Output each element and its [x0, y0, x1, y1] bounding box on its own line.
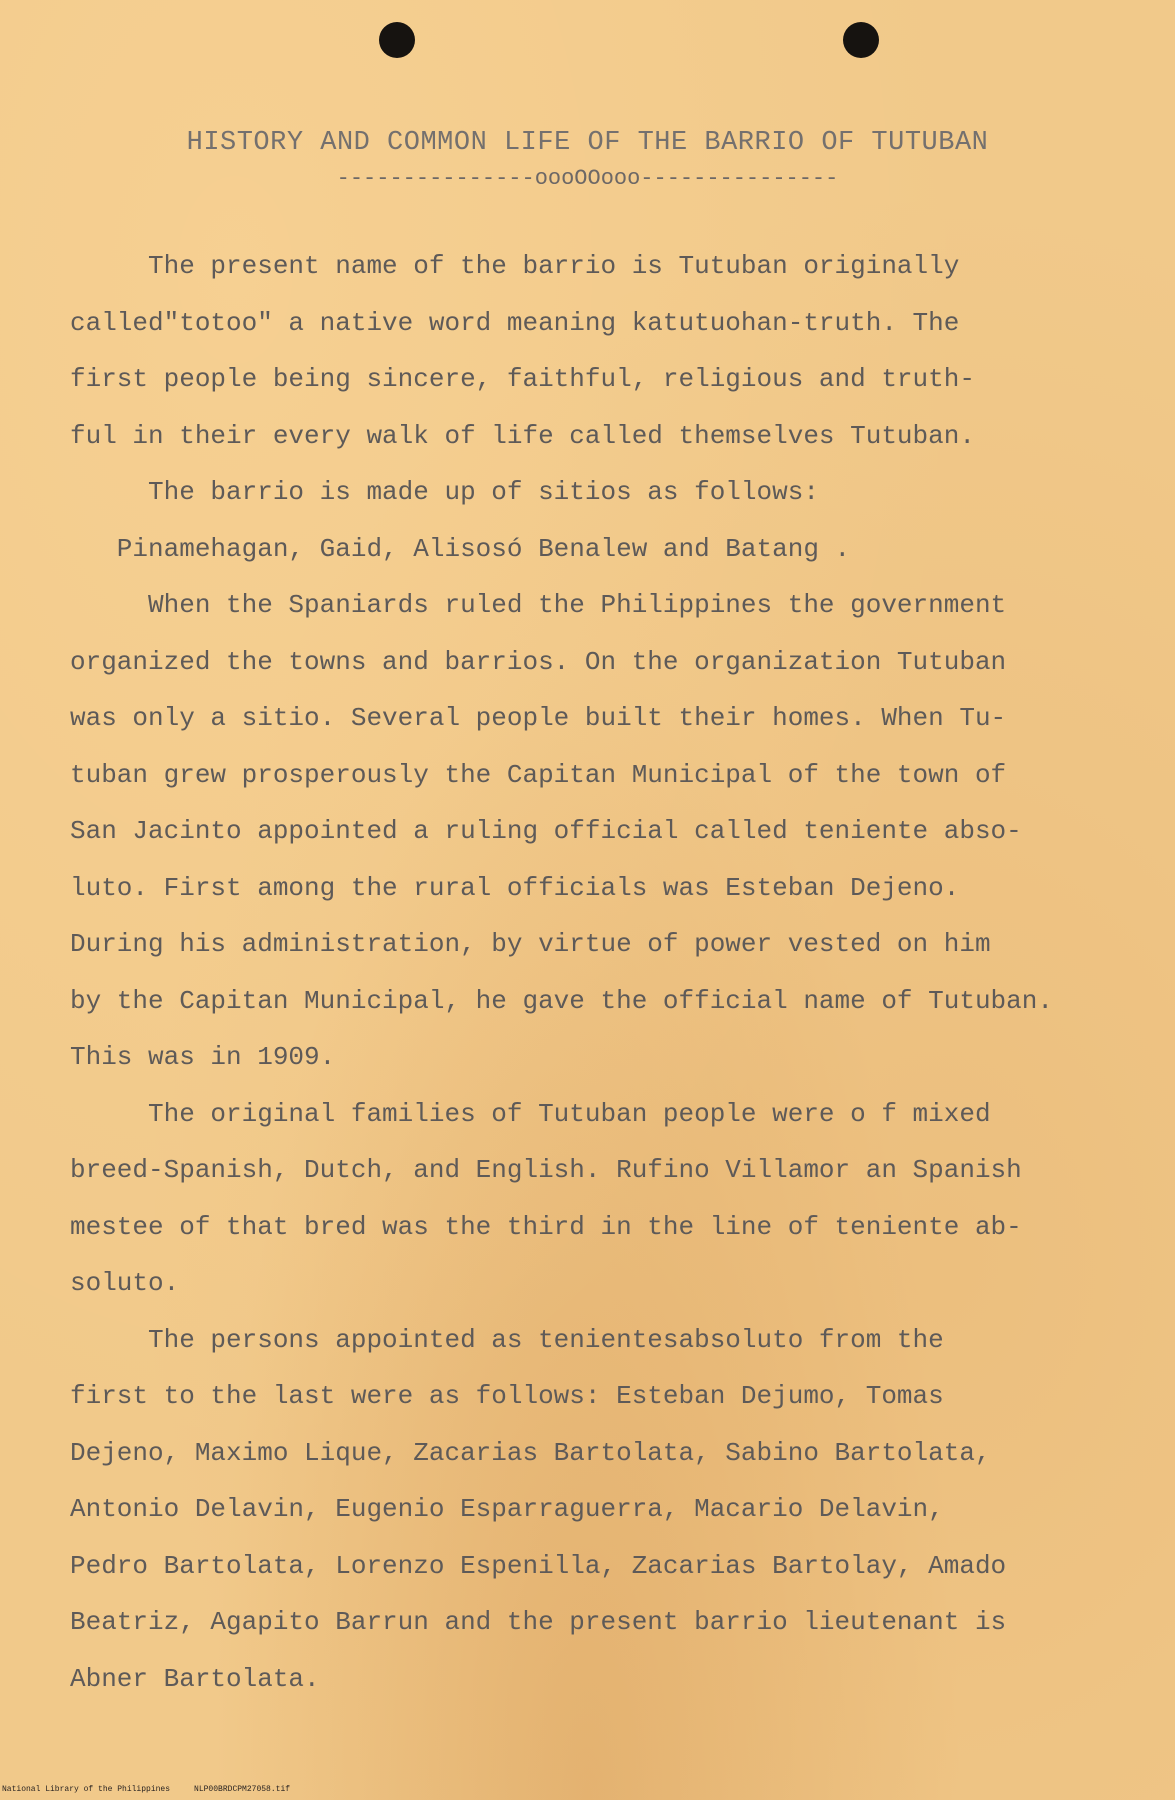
page-title: HISTORY AND COMMON LIFE OF THE BARRIO OF TUTUBAN — [186, 128, 989, 158]
text-line: breed-Spanish, Dutch, and English. Rufino Villamor an Spanish — [70, 1155, 1022, 1185]
text-line: mestee of that bred was the third in the line of teniente ab- — [70, 1211, 1022, 1242]
text-line: Antonio Delavin, Eugenio Esparraguerra, Macario Delavin, — [70, 1494, 944, 1524]
punch-hole-right — [843, 22, 879, 58]
text-line: first to the last were as follows: Esteban Dejumo, Tomas — [70, 1381, 944, 1411]
text-line: During his administration, by virtue of power vested on him — [70, 929, 991, 959]
punch-hole-left — [379, 22, 415, 58]
archive-footer: National Library of the Philippines NLP00BRDCPM27058.tif — [2, 1785, 291, 1794]
title-divider: ---------------oooOOooo--------------- — [336, 166, 839, 191]
text-line: first people being sincere, faithful, religious and truth- — [70, 364, 975, 394]
text-line: Pinamehagan, Gaid, Alisosó Benalew and Batang . — [70, 533, 851, 564]
text-line: organized the towns and barrios. On the organization Tutuban — [70, 646, 1007, 677]
text-line: by the Capitan Municipal, he gave the official name of Tutuban. — [70, 985, 1053, 1016]
text-line: tuban grew prosperously the Capitan Municipal of the town of — [70, 759, 1007, 790]
text-line: The barrio is made up of sitios as follows: — [70, 477, 819, 507]
text-line: Abner Bartolata. — [70, 1663, 320, 1694]
text-line: called"totoo" a native word meaning katutuohan-truth. The — [70, 307, 960, 338]
text-line: San Jacinto appointed a ruling official called teniente abso- — [70, 816, 1022, 846]
text-line: Pedro Bartolata, Lorenzo Espenilla, Zacarias Bartolay, Amado — [70, 1550, 1007, 1581]
text-line: The persons appointed as tenientesabsoluto from the — [70, 1324, 944, 1355]
text-line: ful in their every walk of life called themselves Tutuban. — [70, 420, 975, 451]
text-line: This was in 1909. — [70, 1042, 336, 1072]
text-line: The original families of Tutuban people were o f mixed — [70, 1098, 991, 1129]
text-line: When the Spaniards ruled the Philippines the government — [70, 590, 1007, 620]
text-line: Dejeno, Maximo Lique, Zacarias Bartolata, Sabino Bartolata, — [70, 1437, 991, 1468]
text-line: The present name of the barrio is Tutuban originally — [70, 251, 960, 281]
text-line: was only a sitio. Several people built their homes. When Tu- — [70, 703, 1007, 733]
document-body — [70, 238, 1120, 1707]
text-line: soluto. — [70, 1268, 180, 1298]
text-line: Beatriz, Agapito Barrun and the present barrio lieutenant is — [70, 1607, 1007, 1637]
text-line: luto. First among the rural officials was Esteban Dejeno. — [70, 872, 960, 903]
